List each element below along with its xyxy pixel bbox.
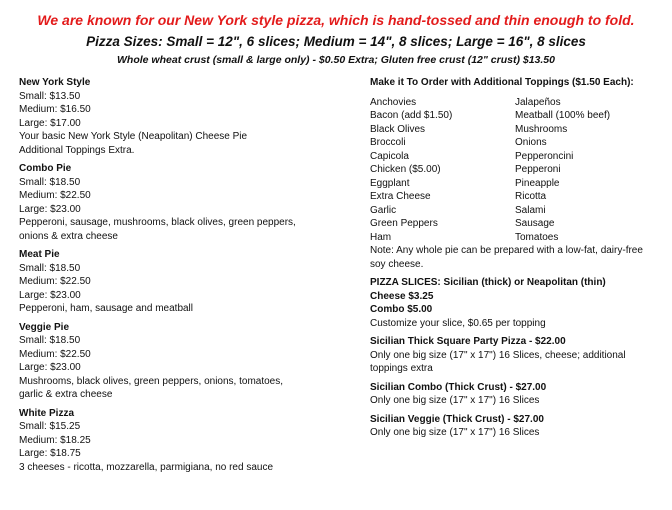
topping-item: Anchovies [370, 96, 417, 108]
toppings-note [370, 244, 660, 271]
sicilian-detail: Only one big size (17" x 17") 16 Slices [370, 395, 540, 406]
sicilian-detail: toppings extra [370, 363, 433, 374]
topping-item: Ham [370, 231, 392, 243]
pizza-detail: Medium: $18.25 [19, 434, 91, 446]
pizza-detail: garlic & extra cheese [19, 389, 113, 400]
sicilian-name: Sicilian Thick Square Party Pizza - $22.00 [370, 336, 566, 347]
slices-title: PIZZA SLICES: Sicilian (thick) or Neapolitan (thin) [370, 277, 606, 288]
sicilian-item [370, 413, 660, 440]
topping-item: Meatball (100% beef) [515, 110, 611, 121]
topping-item: Black Olives [370, 123, 426, 135]
pizza-detail: Small: $15.25 [19, 421, 81, 432]
topping-item: Capicola [370, 150, 409, 162]
pizza-detail: Pepperoni, ham, sausage and meatball [19, 303, 194, 314]
crust-options: Whole wheat crust (small & large only) - $0.50 Extra; Gluten free crust (12" crust) $13.50 [117, 54, 555, 66]
pizza-list [19, 76, 339, 479]
pizza-item [19, 162, 339, 243]
topping-item: Ricotta [515, 191, 547, 202]
topping-item: Jalapeños [515, 96, 561, 108]
pizza-detail: Mushrooms, black olives, green peppers, onions, tomatoes, [19, 375, 284, 387]
pizza-detail: Large: $23.00 [19, 289, 81, 301]
pizza-detail: Small: $18.50 [19, 335, 81, 346]
note-line: Note: Any whole pie can be prepared with a low-fat, dairy-free [370, 245, 643, 256]
pizza-name: New York Style [19, 77, 91, 88]
topping-item: Pepperoni [515, 164, 561, 175]
topping-item: Garlic [370, 204, 397, 216]
topping-item: Salami [515, 204, 546, 216]
toppings-grid [370, 96, 660, 245]
topping-item: Bacon (add $1.50) [370, 110, 453, 121]
pizza-detail: Small: $13.50 [19, 90, 81, 102]
topping-item: Tomatoes [515, 231, 559, 243]
toppings-title: Make it To Order with Additional Toppings ($1.50 Each): [370, 77, 634, 88]
sicilian-list [370, 335, 660, 440]
topping-item: Green Peppers [370, 218, 438, 229]
pizza-detail: Small: $18.50 [19, 262, 81, 274]
pizza-detail: Your basic New York Style (Neapolitan) Cheese Pie [19, 131, 248, 142]
sicilian-detail: Only one big size (17" x 17") 16 Slices, cheese; additional [370, 349, 626, 361]
slice-combo: Combo $5.00 [370, 304, 433, 315]
pizza-detail: Medium: $22.50 [19, 190, 91, 201]
sicilian-name: Sicilian Veggie (Thick Crust) - $27.00 [370, 413, 544, 425]
page-headline: We are known for our New York style pizza, which is hand-tossed and thin enough to fold. [37, 12, 635, 28]
slice-cheese: Cheese $3.25 [370, 290, 434, 302]
topping-item: Chicken ($5.00) [370, 164, 441, 175]
pizza-item [19, 321, 339, 402]
pizza-detail: Medium: $22.50 [19, 348, 91, 360]
topping-item: Pepperoncini [515, 150, 574, 162]
right-column [370, 76, 660, 445]
topping-item: Eggplant [370, 177, 410, 189]
pizza-detail: Small: $18.50 [19, 176, 81, 188]
topping-item: Extra Cheese [370, 191, 431, 202]
pizza-detail: Large: $23.00 [19, 362, 81, 373]
pizza-detail: onions & extra cheese [19, 230, 118, 242]
topping-item: Pineapple [515, 177, 560, 189]
toppings-section [370, 76, 660, 271]
pizza-item [19, 76, 339, 157]
pizza-name: Veggie Pie [19, 321, 70, 333]
pizza-item [19, 248, 339, 316]
toppings-column-1 [370, 96, 515, 245]
note-line: soy cheese. [370, 258, 424, 270]
toppings-column-2 [515, 96, 660, 245]
topping-item: Sausage [515, 218, 555, 229]
topping-item: Mushrooms [515, 123, 568, 135]
slice-customize: Customize your slice, $0.65 per topping [370, 317, 546, 329]
pizza-detail: Large: $18.75 [19, 448, 81, 459]
pizza-detail: Large: $17.00 [19, 117, 81, 129]
pizza-name: Meat Pie [19, 249, 60, 260]
pizza-detail: 3 cheeses - ricotta, mozzarella, parmigiana, no red sauce [19, 461, 274, 473]
pizza-detail: Medium: $16.50 [19, 104, 91, 115]
pizza-detail: Additional Toppings Extra. [19, 144, 135, 156]
pizza-detail: Medium: $22.50 [19, 276, 91, 287]
pizza-name: White Pizza [19, 407, 75, 419]
slices-section [370, 276, 660, 330]
pizza-detail: Pepperoni, sausage, mushrooms, black olives, green peppers, [19, 217, 296, 228]
pizza-detail: Large: $23.00 [19, 203, 81, 215]
sicilian-item [370, 381, 660, 408]
topping-item: Broccoli [370, 137, 406, 148]
sicilian-detail: Only one big size (17" x 17") 16 Slices [370, 427, 540, 438]
topping-item: Onions [515, 137, 547, 148]
pizza-sizes: Pizza Sizes: Small = 12", 6 slices; Medium = 14", 8 slices; Large = 16", 8 slices [86, 34, 586, 49]
sicilian-item [370, 335, 660, 376]
pizza-item [19, 407, 339, 475]
pizza-name: Combo Pie [19, 163, 72, 174]
sicilian-name: Sicilian Combo (Thick Crust) - $27.00 [370, 381, 547, 393]
